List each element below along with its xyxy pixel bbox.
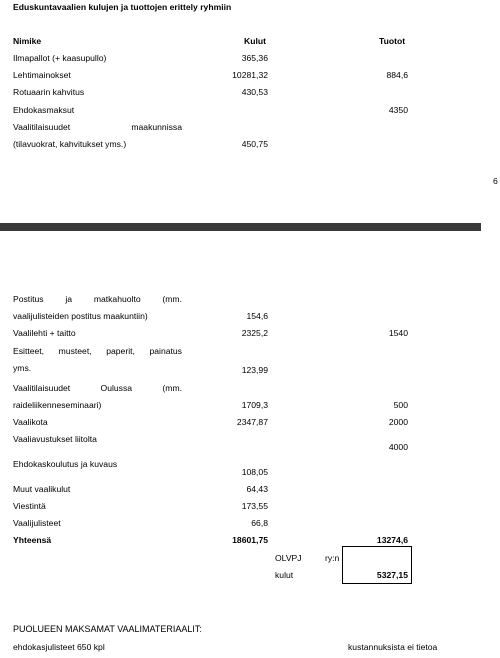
row-label: Lehtimainokset xyxy=(13,70,71,80)
page-divider xyxy=(0,223,481,231)
row-tuotot: 1540 xyxy=(388,328,408,338)
row-tuotot: 4000 xyxy=(388,442,408,452)
row-label-justified xyxy=(13,294,182,304)
row-kulut: 430,53 xyxy=(241,87,268,97)
row-kulut: 365,36 xyxy=(241,53,268,63)
row-label: Vaaliavustukset liitolta xyxy=(13,434,97,444)
word: (mm. xyxy=(162,383,182,393)
row-label-justified xyxy=(13,346,182,356)
word: Vaalitilaisuudet xyxy=(13,383,71,393)
column-header-kulut: Kulut xyxy=(244,36,266,46)
row-label-line2: vaalijulisteiden postitus maakuntiin) xyxy=(13,311,148,321)
row-label-line2: yms. xyxy=(13,363,32,373)
row-label-justified xyxy=(13,383,182,393)
word: musteet, xyxy=(58,346,92,356)
row-label: Viestintä xyxy=(13,501,46,511)
row-label-justified xyxy=(13,122,182,132)
total-label: Yhteensä xyxy=(13,535,52,545)
row-label: Ilmapallot (+ kaasupullo) xyxy=(13,53,107,63)
olvpj-value: 5327,15 xyxy=(376,570,408,580)
row-kulut: 450,75 xyxy=(241,139,268,149)
word: (mm. xyxy=(162,294,182,304)
page-title: Eduskuntavaalien kulujen ja tuottojen erittely ryhmiin xyxy=(13,2,232,12)
row-label: Ehdokaskoulutus ja kuvaus xyxy=(13,459,118,469)
row-tuotot: 4350 xyxy=(388,105,408,115)
row-kulut: 66,8 xyxy=(251,518,268,528)
footer-note: kustannuksista ei tietoa xyxy=(348,642,438,652)
row-kulut: 2325,2 xyxy=(241,328,268,338)
row-label-line2: (tilavuokrat, kahvitukset yms.) xyxy=(13,139,127,149)
column-header-nimike: Nimike xyxy=(13,36,42,46)
total-tuotot: 13274,6 xyxy=(376,535,408,545)
footer-item: ehdokasjulisteet 650 kpl xyxy=(13,642,105,652)
footer-heading: PUOLUEEN MAKSAMAT VAALIMATERIAALIT: xyxy=(13,624,202,634)
word: Oulussa xyxy=(100,383,133,393)
word: Postitus xyxy=(13,294,44,304)
row-label-line2: raideliikenneseminaari) xyxy=(13,400,102,410)
word: Esitteet, xyxy=(13,346,45,356)
row-label: Ehdokasmaksut xyxy=(13,105,75,115)
row-kulut: 154,6 xyxy=(246,311,268,321)
olvpj-kulut-label: kulut xyxy=(275,570,294,580)
cut-off-character: 6 xyxy=(493,176,498,186)
olvpj-ry-label: ry:n xyxy=(325,553,340,563)
word: ja xyxy=(65,294,73,304)
row-label: Muut vaalikulut xyxy=(13,484,71,494)
row-kulut: 2347,87 xyxy=(236,417,268,427)
word: paperit, xyxy=(106,346,135,356)
row-label: Vaalijulisteet xyxy=(13,518,61,528)
row-tuotot: 884,6 xyxy=(386,70,408,80)
olvpj-label: OLVPJ xyxy=(275,553,302,563)
row-kulut: 1709,3 xyxy=(241,400,268,410)
row-kulut: 173,55 xyxy=(241,501,268,511)
word: maakunnissa xyxy=(131,122,182,132)
column-header-tuotot: Tuotot xyxy=(379,36,406,46)
row-kulut: 64,43 xyxy=(246,484,268,494)
row-tuotot: 500 xyxy=(393,400,408,410)
word: painatus xyxy=(149,346,182,356)
total-kulut: 18601,75 xyxy=(232,535,268,545)
row-tuotot: 2000 xyxy=(388,417,408,427)
row-kulut: 123,99 xyxy=(241,365,268,375)
word: Vaalitilaisuudet xyxy=(13,122,71,132)
row-kulut: 10281,32 xyxy=(232,70,268,80)
row-label: Rotuaarin kahvitus xyxy=(13,87,85,97)
row-label: Vaalilehti + taitto xyxy=(13,328,76,338)
row-label: Vaalikota xyxy=(13,417,48,427)
word: matkahuolto xyxy=(93,294,141,304)
row-kulut: 108,05 xyxy=(241,467,268,477)
